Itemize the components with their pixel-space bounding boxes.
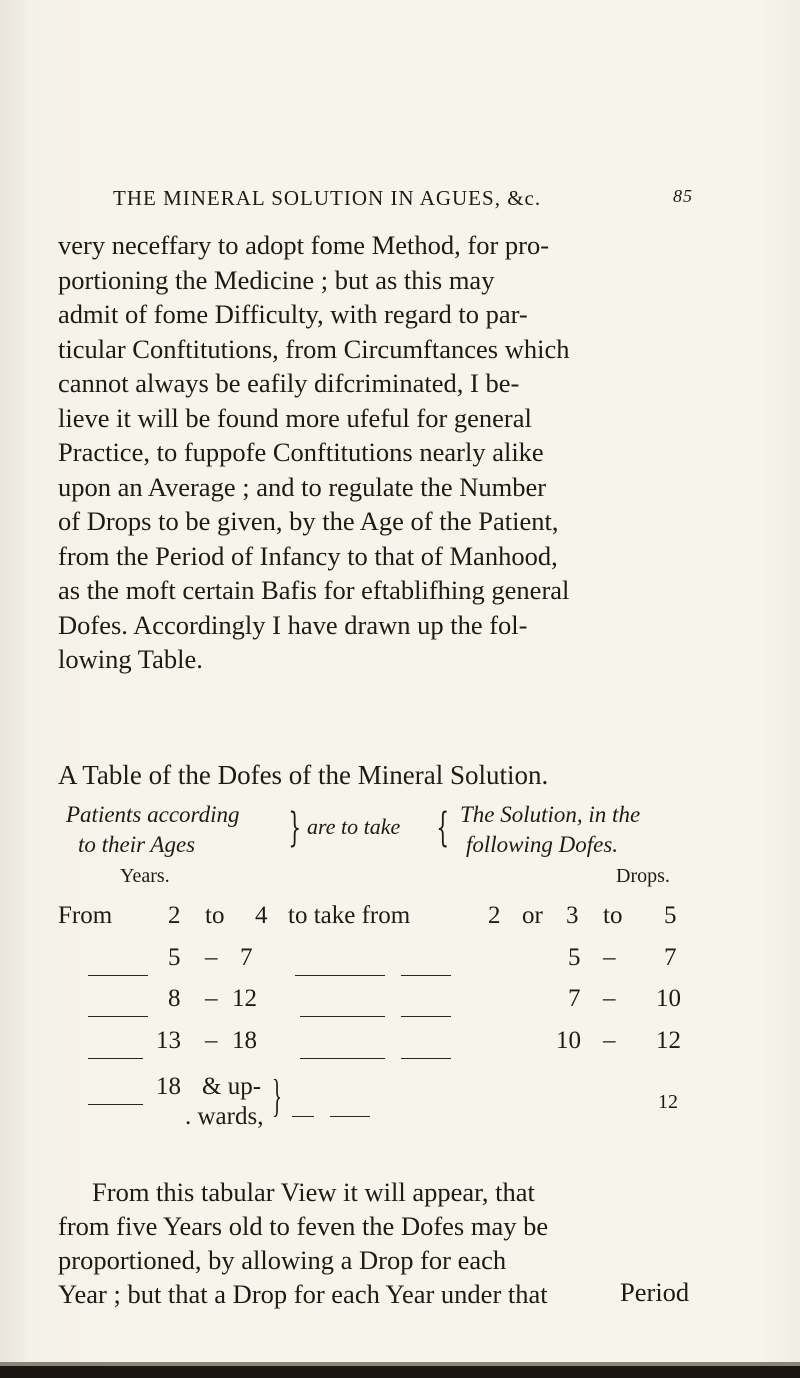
brace-icon: {	[436, 805, 450, 851]
body-paragraph	[58, 1175, 691, 1311]
text-line: of Drops to be given, by the Age of the Patient,	[58, 506, 559, 536]
drops-to: 12	[658, 1091, 678, 1113]
text-line: admit of fome Difficulty, with regard to par-	[58, 299, 528, 329]
drops-sep: –	[603, 985, 616, 1012]
age-upwards-1: & up-	[202, 1073, 262, 1100]
running-header	[113, 186, 693, 211]
catchword: Period	[620, 1277, 690, 1307]
text-line: Practice, to fuppofe Conftitutions nearly alike	[58, 437, 544, 467]
text-line: lowing Table.	[58, 644, 203, 674]
age-from: 2	[168, 902, 181, 929]
age-from: 18	[156, 1073, 181, 1100]
drops-to: 5	[664, 902, 677, 929]
table-row	[0, 902, 800, 942]
table-head-right	[460, 800, 700, 860]
head-right-line-2: following Dofes.	[466, 832, 619, 857]
text-line: from five Years old to feven the Dofes may be	[58, 1211, 549, 1241]
head-right-line-1: The Solution, in the	[460, 802, 641, 827]
age-to: 4	[255, 902, 268, 929]
age-upwards-2: . wards,	[185, 1103, 264, 1130]
text-line: ticular Conftitutions, from Circumftances which	[58, 333, 570, 364]
leader-dash	[88, 1089, 143, 1117]
leader-dash	[295, 960, 451, 988]
brace-icon: }	[288, 805, 302, 851]
drops-or: or	[522, 902, 543, 929]
text-line: as the moft certain Bafis for eftablifhing general	[58, 575, 570, 605]
text-line: from the Period of Infancy to that of Manhood,	[58, 540, 558, 571]
age-from: 8	[168, 985, 181, 1012]
brace-icon: }	[272, 1070, 282, 1121]
table-head-mid: are to take	[307, 814, 401, 839]
age-sep: –	[205, 985, 218, 1012]
age-to: 12	[232, 985, 257, 1012]
age-from: 5	[168, 944, 181, 971]
text-line: lieve it will be found more ufeful for general	[58, 402, 532, 433]
unit-drops: Drops.	[616, 865, 670, 887]
body-paragraph	[58, 228, 691, 677]
age-sep: –	[205, 944, 218, 971]
table-row	[0, 1070, 800, 1143]
head-left-line-1: Patients according	[66, 802, 240, 827]
age-sep: to	[205, 902, 225, 929]
age-from: 13	[156, 1027, 181, 1054]
leader-dash	[88, 960, 148, 988]
age-sep: –	[205, 1027, 218, 1054]
table-row	[0, 985, 800, 1025]
text-line: proportioned, by allowing a Drop for each	[58, 1245, 507, 1275]
page-edge	[0, 1366, 800, 1378]
leader-dash	[300, 1001, 451, 1029]
drops-to: 7	[664, 944, 677, 971]
text-line: portioning the Medicine ; but as this may	[58, 264, 495, 295]
text-line: upon an Average ; and to regulate the Number	[58, 471, 547, 502]
drops-from: 10	[556, 1027, 581, 1054]
drops-sep: to	[603, 902, 623, 929]
drops-from: 3	[566, 902, 579, 929]
age-to: 18	[232, 1027, 257, 1054]
text-line: very neceffary to adopt fome Method, for pro-	[58, 230, 550, 260]
table-head-left	[66, 800, 286, 860]
unit-years: Years.	[120, 865, 170, 887]
leader-dash	[292, 1101, 370, 1129]
leader-dash	[88, 1043, 143, 1071]
text-line: cannot always be eafily difcriminated, I be-	[58, 368, 520, 398]
text-line: Dofes. Accordingly I have drawn up the fol-	[58, 609, 528, 640]
drops-to: 10	[656, 985, 681, 1012]
page-number: 85	[673, 186, 693, 206]
drops-alt: 2	[488, 902, 501, 929]
drops-to: 12	[656, 1027, 681, 1054]
running-title: THE MINERAL SOLUTION IN AGUES, &c.	[113, 186, 542, 210]
table-row	[0, 944, 800, 984]
head-left-line-2: to their Ages	[78, 832, 196, 857]
row-mid-text: to take from	[288, 902, 411, 929]
drops-from: 5	[568, 944, 581, 971]
drops-sep: –	[603, 1027, 616, 1054]
drops-sep: –	[603, 944, 616, 971]
leader-dash	[300, 1043, 451, 1071]
leader-dash	[88, 1001, 148, 1029]
table-title: A Table of the Dofes of the Mineral Solution.	[58, 760, 549, 790]
drops-from: 7	[568, 985, 581, 1012]
table-row	[0, 1027, 800, 1067]
text-line: Year ; but that a Drop for each Year under that	[58, 1279, 548, 1309]
age-to: 7	[240, 944, 253, 971]
text-line: From this tabular View it will appear, that	[92, 1177, 535, 1207]
row-lead: From	[58, 902, 113, 929]
